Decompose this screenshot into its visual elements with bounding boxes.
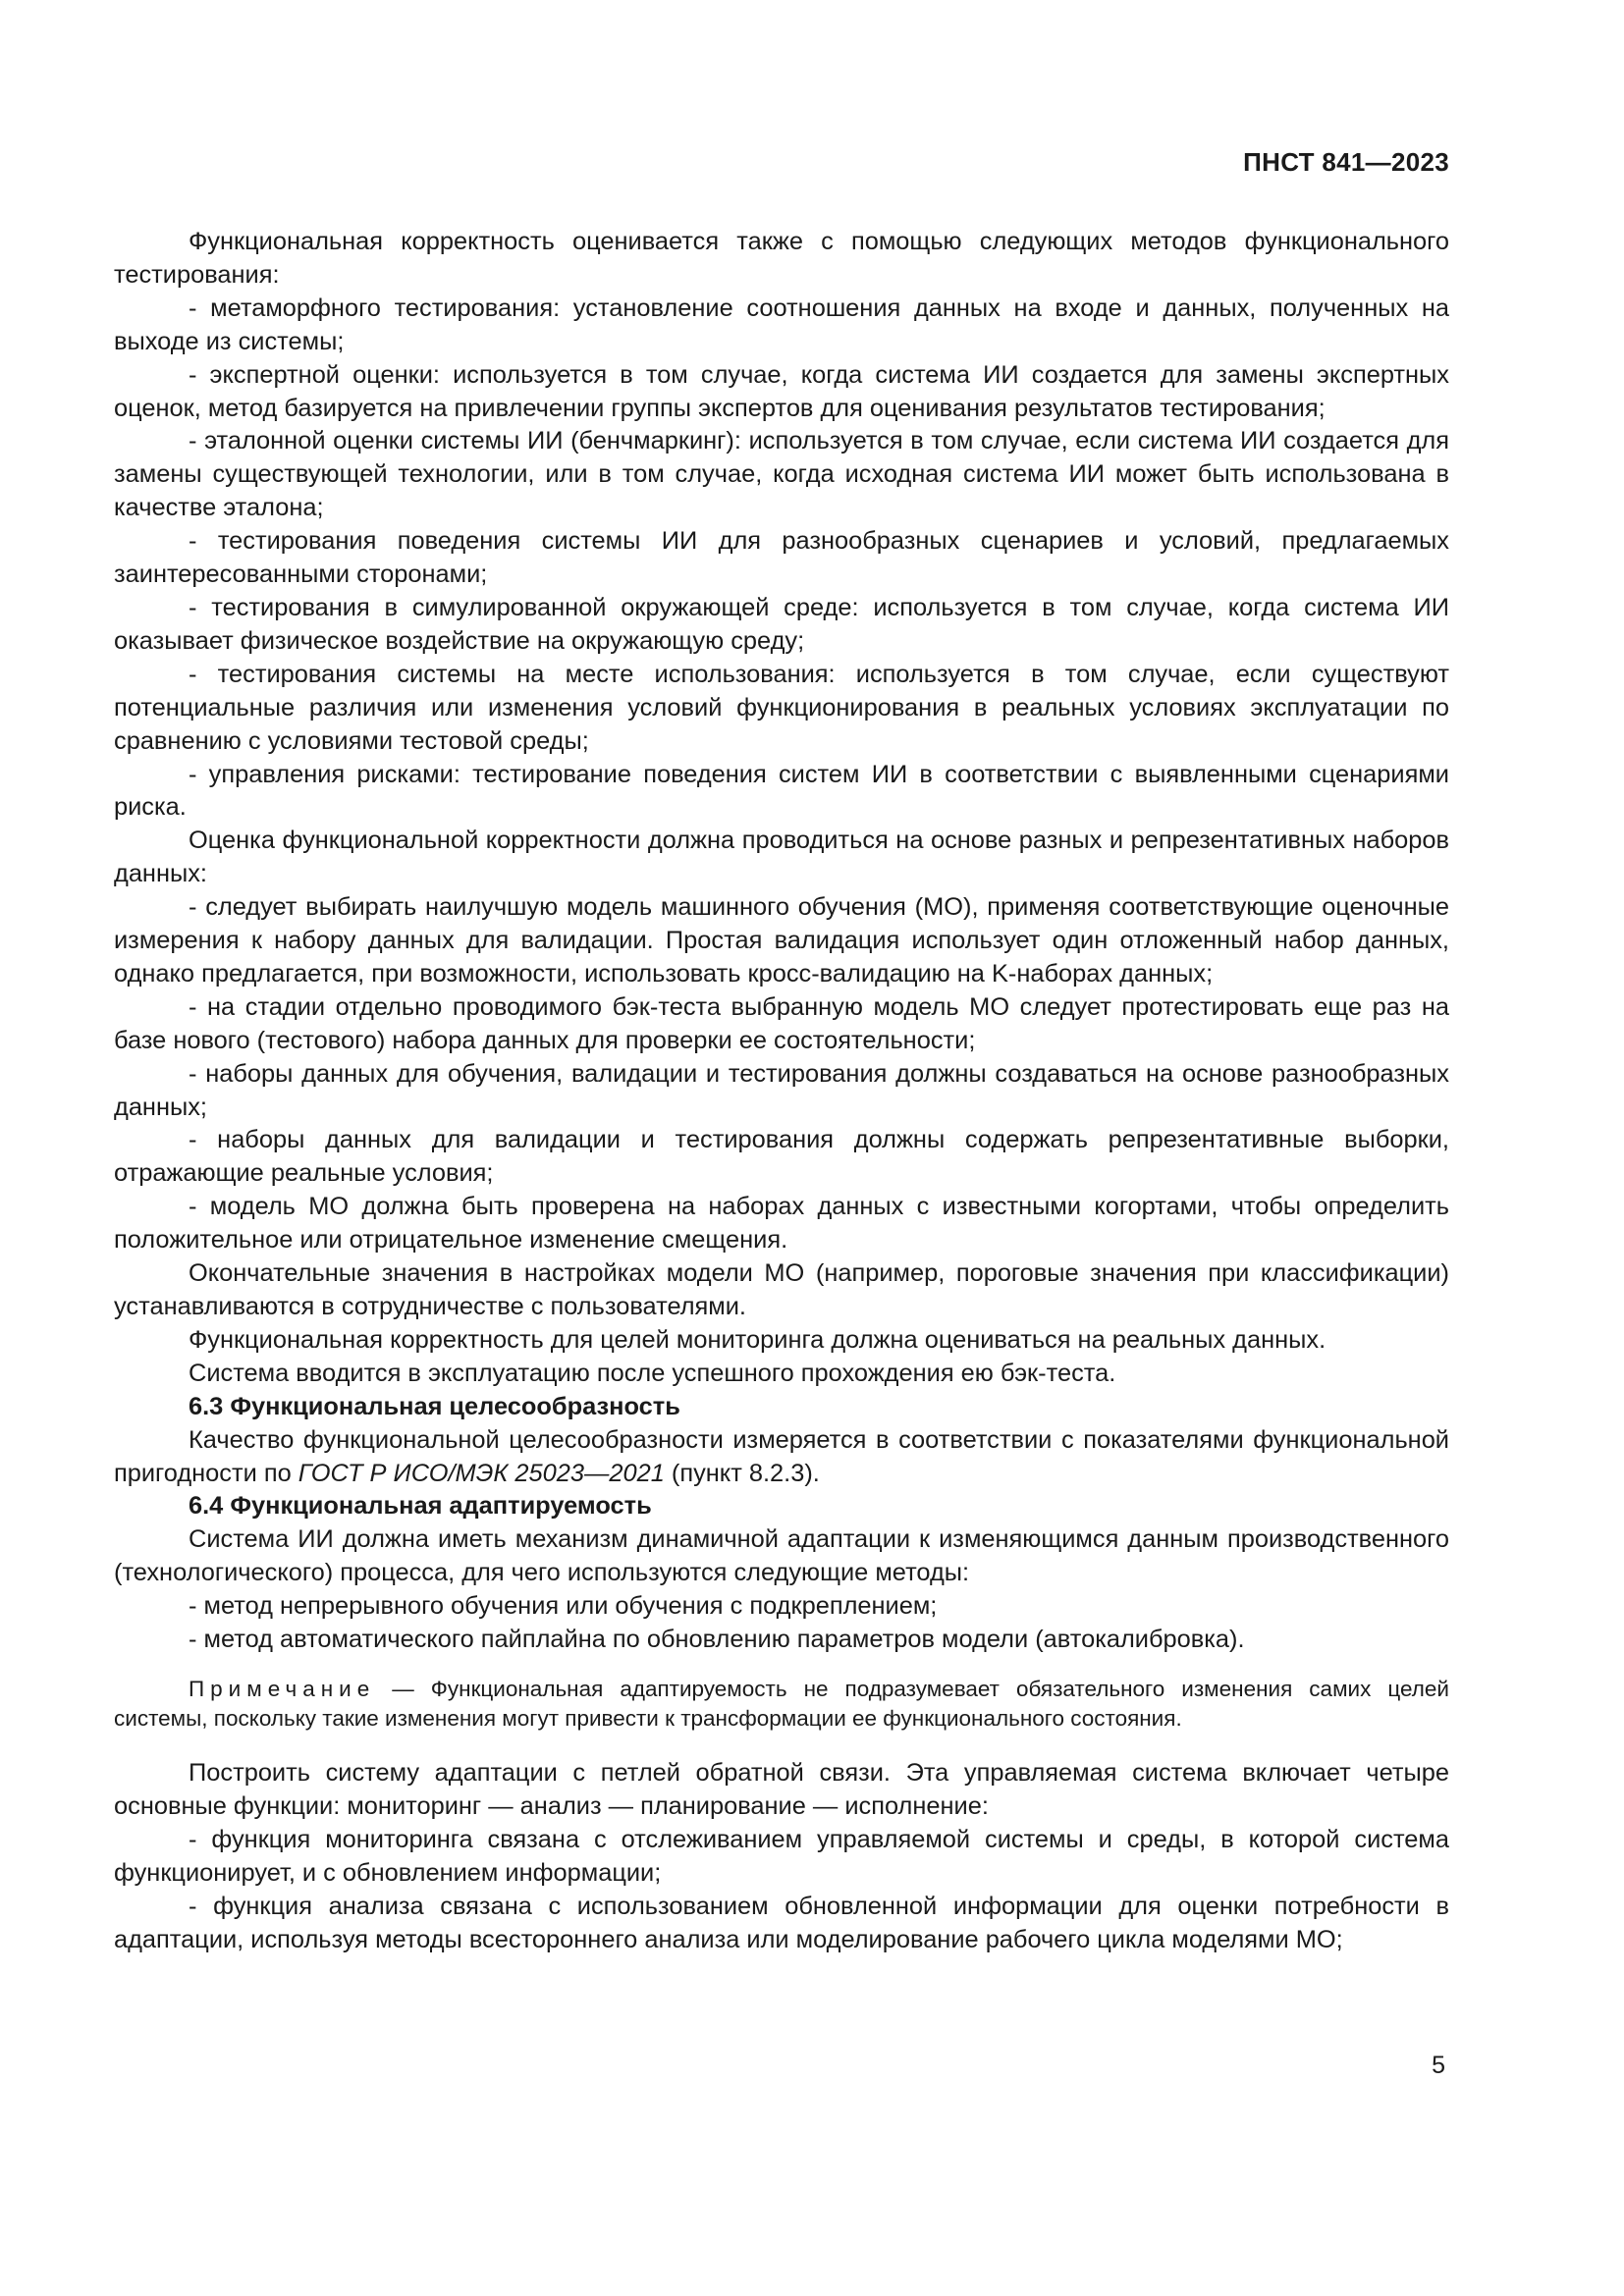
list-item: - наборы данных для обучения, валидации и тестирования должны создаваться на основе разнообразных данных; <box>114 1059 1449 1121</box>
list-item: - тестирования системы на месте использования: используется в том случае, если существуют потенциальные различия или изменения условий функционирования в реальных условиях эксплуатации по сравнению с условиями тестовой среды; <box>114 660 1449 755</box>
section-heading-6-3: 6.3 Функциональная целесообразность <box>189 1392 680 1420</box>
paragraph: Функциональная корректность для целей мониторинга должна оцениваться на реальных данных. <box>189 1325 1326 1354</box>
paragraph: Оценка функциональной корректности должна проводиться на основе разных и репрезентативных наборов данных: <box>114 827 1449 888</box>
paragraph: Функциональная корректность оценивается также с помощью следующих методов функционального тестирования: <box>114 228 1449 289</box>
list-item: - тестирования в симулированной окружающей среде: используется в том случае, когда система ИИ оказывает физическое воздействие на окружающую среду; <box>114 593 1449 655</box>
list-item: - метод автоматического пайплайна по обновлению параметров модели (автокалибровка). <box>189 1626 1245 1654</box>
list-item: - функция мониторинга связана с отслеживанием управляемой системы и среды, в которой система функционирует, и с обновлением информации; <box>114 1826 1449 1888</box>
list-item: - метаморфного тестирования: установление соотношения данных на входе и данных, полученных на выходе из системы; <box>114 294 1449 355</box>
paragraph-text: (пункт 8.2.3). <box>664 1459 820 1487</box>
paragraph: Система ИИ должна иметь механизм динамичной адаптации к изменяющимся данным производственного (технологического) процесса, для чего используются следующие методы: <box>114 1525 1449 1587</box>
paragraph: Система вводится в эксплуатацию после успешного прохождения ею бэк-теста. <box>189 1359 1116 1387</box>
document-code: ПНСТ 841—2023 <box>1243 147 1449 177</box>
list-item: - управления рисками: тестирование поведения систем ИИ в соответствии с выявленными сценариями риска. <box>114 760 1449 822</box>
section-heading-6-4: 6.4 Функциональная адаптируемость <box>189 1492 652 1521</box>
list-item: - метод непрерывного обучения или обучения с подкреплением; <box>189 1592 938 1621</box>
paragraph: Построить систему адаптации с петлей обратной связи. Эта управляемая система включает четыре основные функции: мониторинг — анализ — планирование — исполнение: <box>114 1759 1449 1821</box>
list-item: - тестирования поведения системы ИИ для разнообразных сценариев и условий, предлагаемых заинтересованными сторонами; <box>114 527 1449 589</box>
page-content <box>114 226 1449 1957</box>
paragraph: Окончательные значения в настройках модели МО (например, пороговые значения при классификации) устанавливаются в сотрудничестве с пользователями. <box>114 1259 1449 1320</box>
paragraph-text: Качество функциональной целесообразности измеряется в соответствии с показателями функциональной пригодности по <box>114 1425 1449 1487</box>
list-item: - функция анализа связана с использованием обновленной информации для оценки потребности в адаптации, используя методы всестороннего анализа или моделирование рабочего цикла моделями МО; <box>114 1893 1449 1953</box>
paragraph <box>114 1424 1449 1491</box>
list-item: - модель МО должна быть проверена на наборах данных с известными когортами, чтобы определить положительное или отрицательное изменение смещения. <box>114 1193 1449 1255</box>
note-label: Примечание <box>189 1676 376 1701</box>
page-number: 5 <box>1432 2052 1445 2079</box>
list-item: - наборы данных для валидации и тестирования должны содержать репрезентативные выборки, отражающие реальные условия; <box>114 1126 1449 1188</box>
note-text: — Функциональная адаптируемость не подразумевает обязательного изменения самих целей системы, поскольку такие изменения могут привести к трансформации ее функционального состояния. <box>114 1676 1449 1732</box>
standard-reference: ГОСТ Р ИСО/МЭК 25023—2021 <box>298 1459 665 1487</box>
note <box>114 1675 1449 1734</box>
list-item: - эталонной оценки системы ИИ (бенчмаркинг): используется в том случае, если система ИИ создается для замены существующей технологии, или в том случае, когда исходная система ИИ может быть использована в качестве эталона; <box>114 427 1449 522</box>
list-item: - экспертной оценки: используется в том случае, когда система ИИ создается для замены экспертных оценок, метод базируется на привлечении группы экспертов для оценивания результатов тестирования; <box>114 360 1449 422</box>
list-item: - следует выбирать наилучшую модель машинного обучения (МО), применяя соответствующие оценочные измерения к набору данных для валидации. Простая валидация использует один отложенный набор данных, однако предлагается, при возможности, использовать кросс-валидацию на K-наборах данных; <box>114 893 1449 988</box>
list-item: - на стадии отдельно проводимого бэк-теста выбранную модель МО следует протестировать еще раз на базе нового (тестового) набора данных для проверки ее состоятельности; <box>114 992 1449 1054</box>
